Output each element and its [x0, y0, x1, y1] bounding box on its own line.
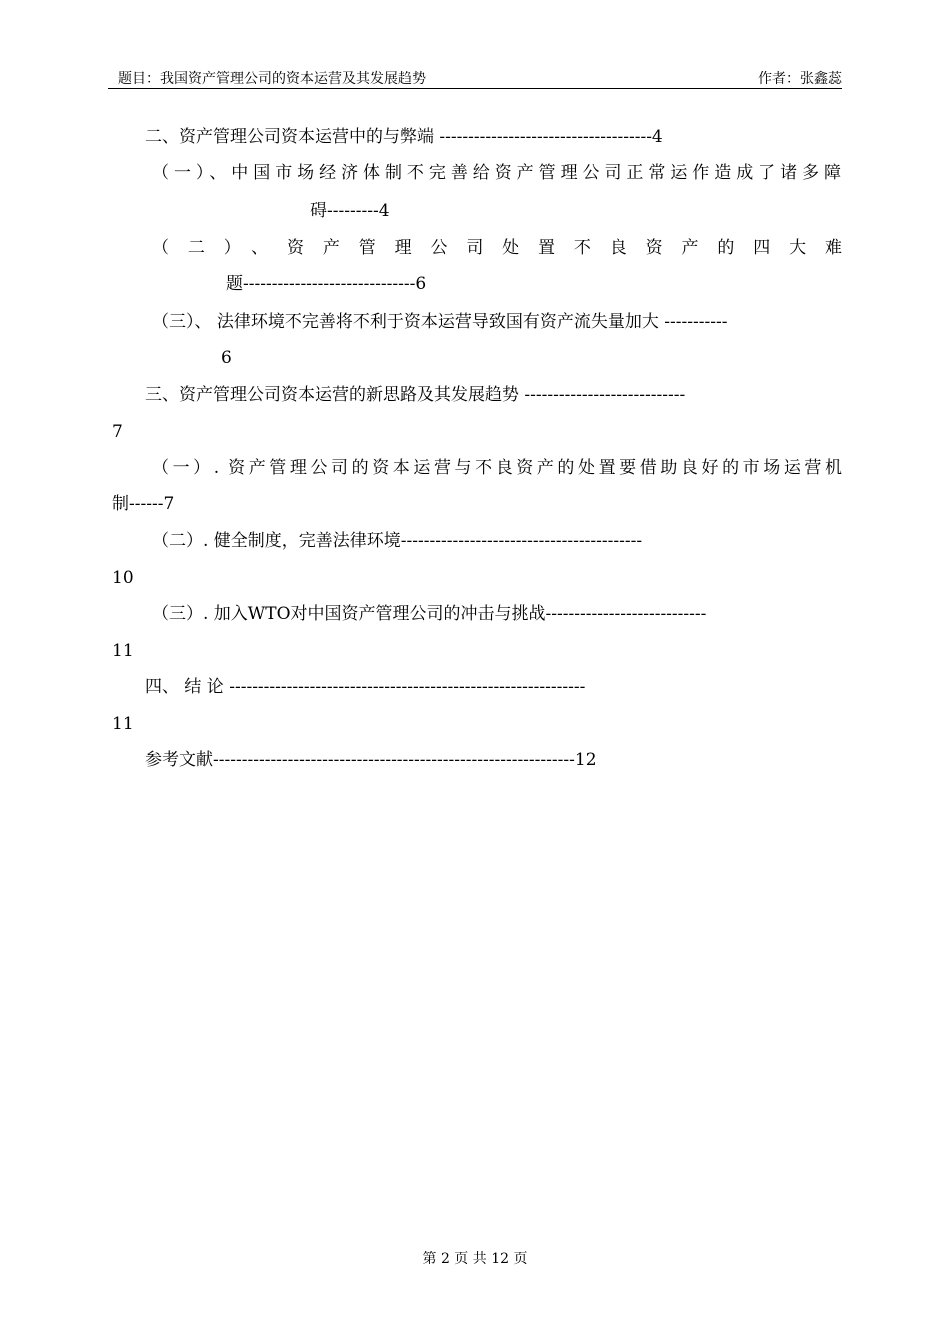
toc-entry-2-3-cont[interactable]: 6	[221, 348, 232, 368]
page-header	[108, 66, 842, 89]
toc-entry-3-2[interactable]: （二）. 健全制度，完善法律环境------------------------------------------	[152, 531, 643, 551]
page-footer: 第 2 页 共 12 页	[422, 1251, 528, 1267]
toc-entry-3[interactable]: 三、资产管理公司资本运营的新思路及其发展趋势 ----------------------------	[145, 385, 686, 405]
toc-entry-3-3[interactable]: （三）. 加入WTO对中国资产管理公司的冲击与挑战----------------------------	[152, 604, 707, 624]
toc-entry-3-3-cont[interactable]: 11	[112, 641, 134, 661]
toc-entry-2-3[interactable]: （三）、 法律环境不完善将不利于资本运营导致国有资产流失量加大 -----------	[152, 312, 728, 332]
toc-entry-2-1-cont[interactable]: 碍---------4	[310, 201, 390, 221]
header-author: 作者：张鑫蕊	[758, 71, 842, 87]
toc-entry-3-1[interactable]: （一）. 资产管理公司的资本运营与不良资产的处置要借助良好的市场运营机	[152, 458, 842, 478]
toc-entry-references[interactable]: 参考文献---------------------------------------------------------------12	[145, 750, 597, 770]
toc-entry-2-2-cont[interactable]: 题------------------------------6	[226, 274, 427, 294]
toc-entry-4[interactable]: 四、 结 论 --------------------------------------------------------------	[145, 677, 586, 697]
toc-entry-3-1-cont[interactable]: 制------7	[112, 494, 175, 514]
toc-entry-3-cont[interactable]: 7	[112, 422, 123, 442]
toc-entry-4-cont[interactable]: 11	[112, 714, 134, 734]
toc-entry-2-1[interactable]: （一）、中国市场经济体制不完善给资产管理公司正常运作造成了诸多障	[152, 163, 842, 183]
toc-entry-3-2-cont[interactable]: 10	[112, 568, 134, 588]
header-title: 题目：我国资产管理公司的资本运营及其发展趋势	[118, 71, 426, 87]
toc-entry-2-2[interactable]: （二）、资产管理公司处置不良资产的四大难	[152, 238, 842, 258]
toc-entry-2[interactable]: 二、资产管理公司资本运营中的与弊端 -------------------------------------4	[145, 127, 663, 147]
